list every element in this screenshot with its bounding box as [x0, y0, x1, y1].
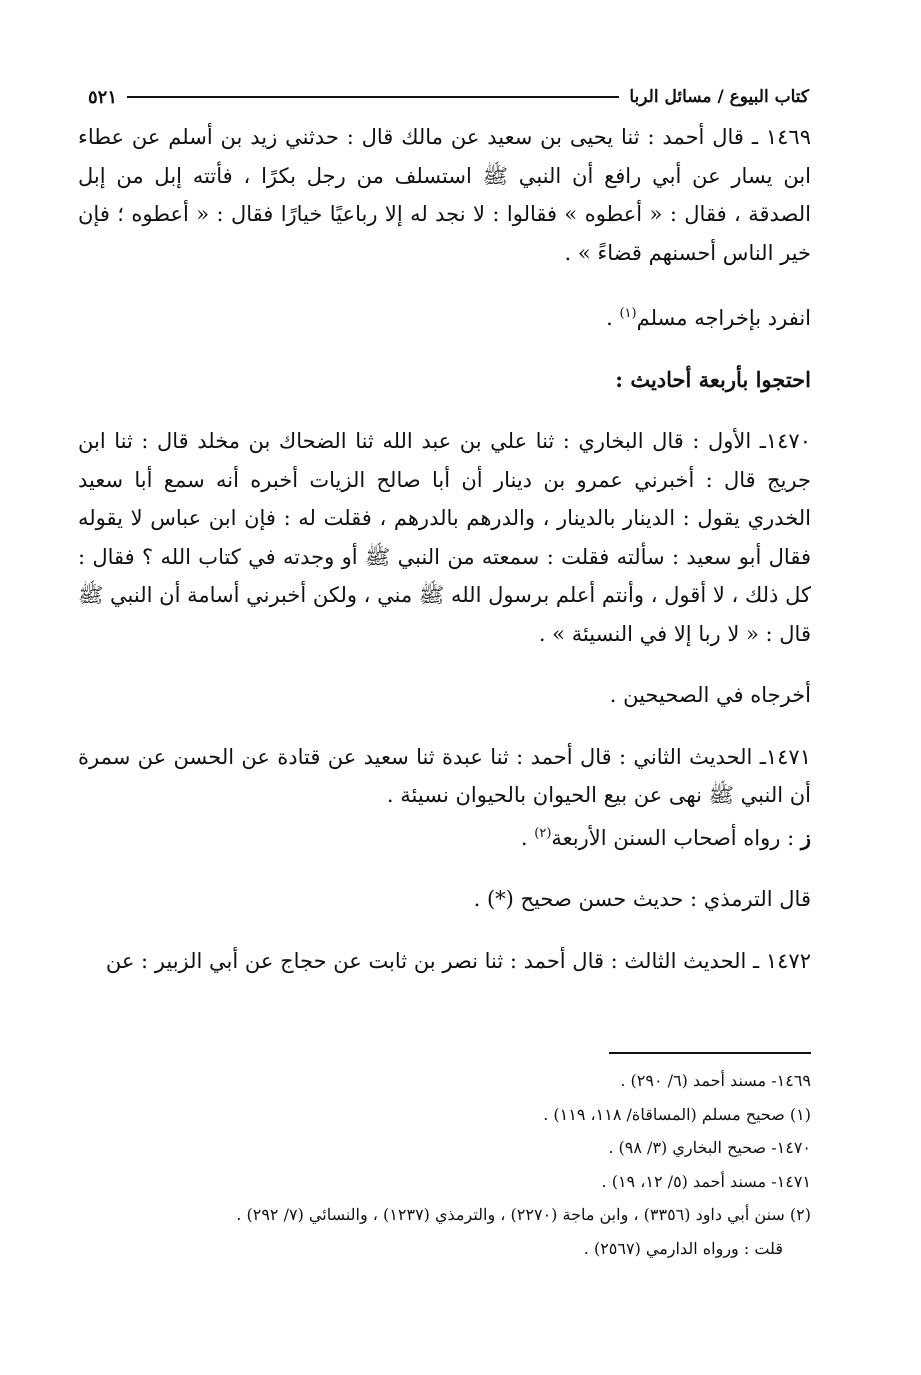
running-title: كتاب البيوع / مسائل الربا: [629, 87, 809, 107]
main-text: [78, 118, 811, 980]
tirmidhi-note: قال الترمذي : حديث حسن صحيح (*) .: [473, 887, 811, 911]
muslim-note: [78, 295, 811, 338]
muslim-note-text: انفرد بإخراجه مسلم: [636, 306, 811, 330]
page-number: ٥٢١: [88, 86, 118, 108]
sunan-note-text: : رواه أصحاب السنن الأربعة: [551, 825, 801, 850]
footnote-1469: ١٤٦٩- مسند أحمد (٦/ ٢٩٠) .: [620, 1071, 811, 1090]
footnote-separator: [609, 1052, 811, 1054]
zawaid-mark: ز: [800, 824, 811, 850]
hadith-1471: ١٤٧١ـ الحديث الثاني : قال أحمد : ثنا عبدة ثنا سعيد عن قتادة عن الحسن عن سمرة أن النبي ﷺ نهى عن بيع الحيوان بالحيوان نسيئة .: [78, 744, 811, 807]
footnote-ref-2: (٢): [534, 825, 552, 841]
footnote-ref-1: (١): [619, 306, 637, 321]
hadith-1469: ١٤٦٩ ـ قال أحمد : ثنا يحيى بن سعيد عن مالك قال : حدثني زيد بن أسلم عن عطاء ابن يسار عن أبي رافع أن النبي ﷺ استسلف من رجل بكرًا ، فأتته إبل من إبل الصدقة ، فقال : « أعطوه » فقالوا : لا نجد له إلا رباعيًا خيارًا فقال : « أعطوه ؛ فإن خير الناس أحسنهم قضاءً » .: [78, 125, 811, 265]
muslim-note-end: .: [606, 306, 620, 330]
footnote-1470: ١٤٧٠- صحيح البخاري (٣/ ٩٨) .: [608, 1138, 811, 1157]
footnote-2-note: قلت : ورواه الدارمي (٢٥٦٧) .: [583, 1238, 783, 1258]
sahihain-note: أخرجاه في الصحيحين .: [609, 683, 811, 707]
hadith-1470: ١٤٧٠ـ الأول : قال البخاري : ثنا علي بن عبد الله ثنا الضحاك بن مخلد قال : ثنا ابن جريج قال : أخبرني عمرو بن دينار أن أبا صالح الزيات أخبره أنه سمع أبا سعيد الخدري يقول : الدينار بالدينار ، والدرهم بالدرهم ، فقلت له : فإن ابن عباس لا يقوله فقال أبو سعيد : سألته فقلت : سمعته من النبي ﷺ أو وجدته في كتاب الله ؟ فقال : كل ذلك ، لا أقول ، وأنتم أعلم برسول الله ﷺ مني ، ولكن أخبرني أسامة أن النبي ﷺ قال : « لا ربا إلا في النسيئة » .: [78, 429, 811, 646]
sunan-note: [78, 815, 811, 858]
hadith-1472: ١٤٧٢ ـ الحديث الثالث : قال أحمد : ثنا نصر بن ثابت عن حجاج عن أبي الزبير : عن: [105, 948, 811, 973]
footnotes: [120, 1064, 811, 1265]
footnote-2: (٢) سنن أبي داود (٣٣٥٦) ، وابن ماجة (٢٢٧٠) ، والترمذي (١٢٣٧) ، والنسائي (٧/ ٢٩٢) .: [236, 1205, 811, 1224]
four-hadiths-heading: احتجوا بأربعة أحاديث :: [615, 366, 811, 392]
footnote-1: (١) صحيح مسلم (المساقاة/ ١١٨، ١١٩) .: [543, 1104, 811, 1124]
header-rule: [127, 96, 619, 98]
page-header: [88, 82, 809, 112]
footnote-1471: ١٤٧١- مسند أحمد (٥/ ١٢، ١٩) .: [601, 1171, 811, 1191]
sunan-note-end: .: [520, 825, 535, 850]
